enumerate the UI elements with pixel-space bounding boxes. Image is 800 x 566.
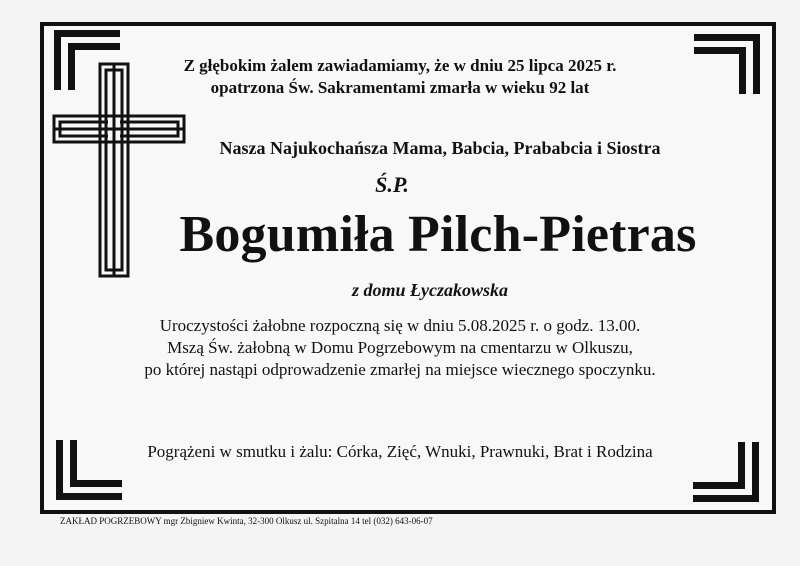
relation-text: Nasza Najukochańsza Mama, Babcia, Prababcia i Siostra [219,138,661,158]
funeral-line-1: Uroczystości żałobne rozpoczną się w dniu 5.08.2025 r. o godz. 13.00. [159,316,641,335]
funeral-line-2: Mszą Św. żałobną w Domu Pogrzebowym na cmentarzu w Olkuszu, [167,338,633,357]
maiden-name: z domu Łyczakowska [351,280,508,300]
funeral-line-3: po której nastąpi odprowadzenie zmarłej na miejsce wiecznego spoczynku. [144,360,656,379]
announcement-line-1: Z głębokim żalem zawiadamiamy, że w dniu 25 lipca 2025 r. [183,56,617,75]
deceased-name: Bogumiła Pilch-Pietras [179,206,697,263]
sp-prefix: Ś.P. [375,172,409,197]
announcement-line-2: opatrzona Św. Sakramentami zmarła w wieku 92 lat [210,78,590,97]
funeral-home-footer: ZAKŁAD POGRZEBOWY mgr Zbigniew Kwinta, 32-300 Olkusz ul. Szpitalna 14 tel (032) 643-06-07 [60,516,433,526]
mourners-text: Pogrążeni w smutku i żalu: Córka, Zięć, Wnuki, Prawnuki, Brat i Rodzina [147,442,653,461]
